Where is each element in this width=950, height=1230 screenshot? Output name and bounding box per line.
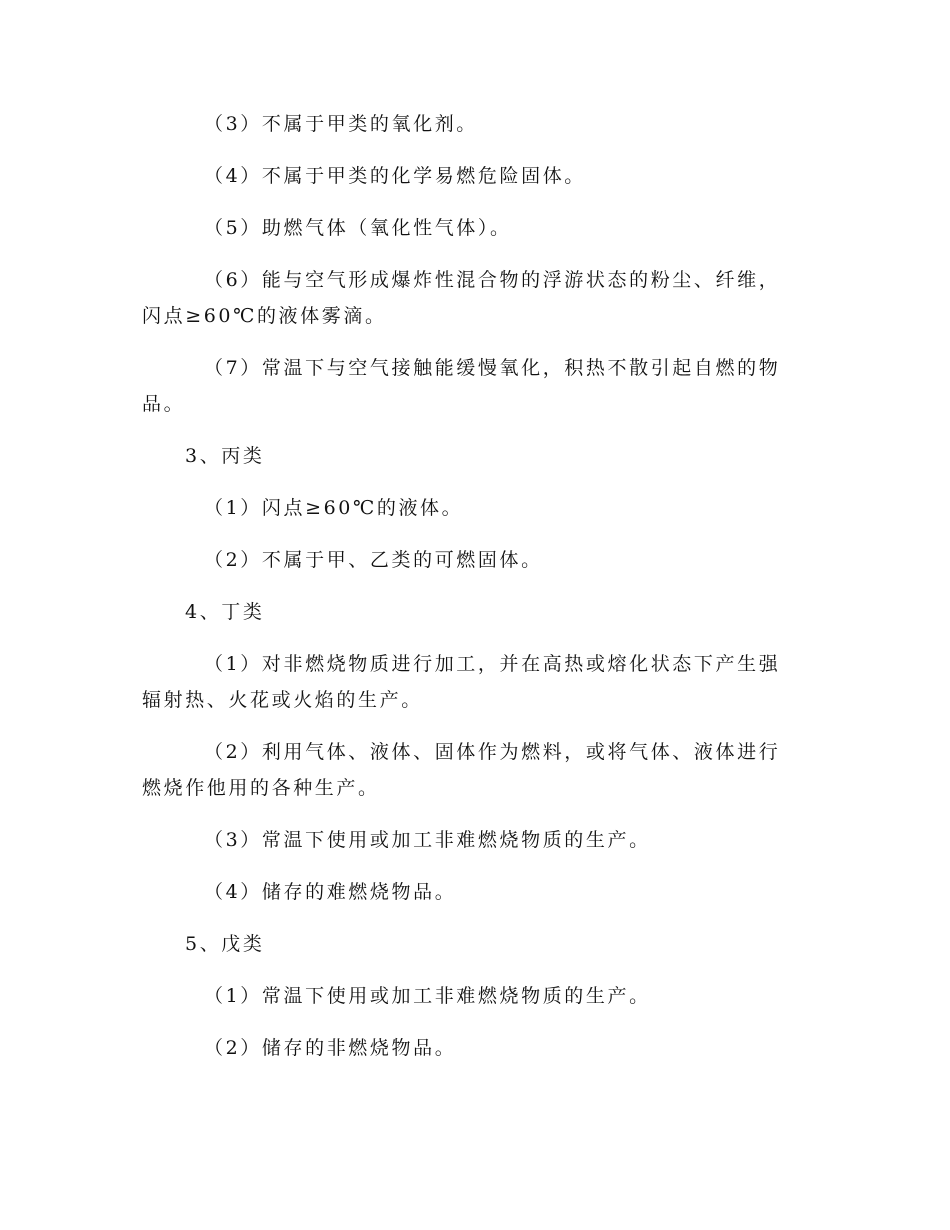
list-item: （4）不属于甲类的化学易燃危险固体。 xyxy=(204,165,586,187)
list-item: （1）闪点≥60℃的液体。 xyxy=(204,497,464,519)
list-item: （3）常温下使用或加工非难燃烧物质的生产。 xyxy=(204,829,651,851)
list-item: （7）常温下与空气接触能缓慢氧化，积热不散引起自燃的物品。 xyxy=(142,357,781,415)
list-item: （1）常温下使用或加工非难燃烧物质的生产。 xyxy=(204,985,651,1007)
section-heading-ding: 4、丁类 xyxy=(185,601,265,623)
list-item: （4）储存的难燃烧物品。 xyxy=(204,881,457,903)
list-item: （5）助燃气体（氧化性气体）。 xyxy=(204,217,512,239)
list-item: （3）不属于甲类的氧化剂。 xyxy=(204,113,478,135)
section-heading-wu: 5、戊类 xyxy=(185,933,265,955)
document-body xyxy=(142,106,794,1082)
list-item: （1）对非燃烧物质进行加工，并在高热或熔化状态下产生强辐射热、火花或火焰的生产。 xyxy=(142,653,781,711)
list-item: （2）储存的非燃烧物品。 xyxy=(204,1037,457,1059)
list-item: （6）能与空气形成爆炸性混合物的浮游状态的粉尘、纤维，闪点≥60℃的液体雾滴。 xyxy=(142,269,781,327)
list-item: （2）利用气体、液体、固体作为燃料，或将气体、液体进行燃烧作他用的各种生产。 xyxy=(142,741,781,799)
list-item: （2）不属于甲、乙类的可燃固体。 xyxy=(204,549,543,571)
section-heading-bing: 3、丙类 xyxy=(185,445,265,467)
